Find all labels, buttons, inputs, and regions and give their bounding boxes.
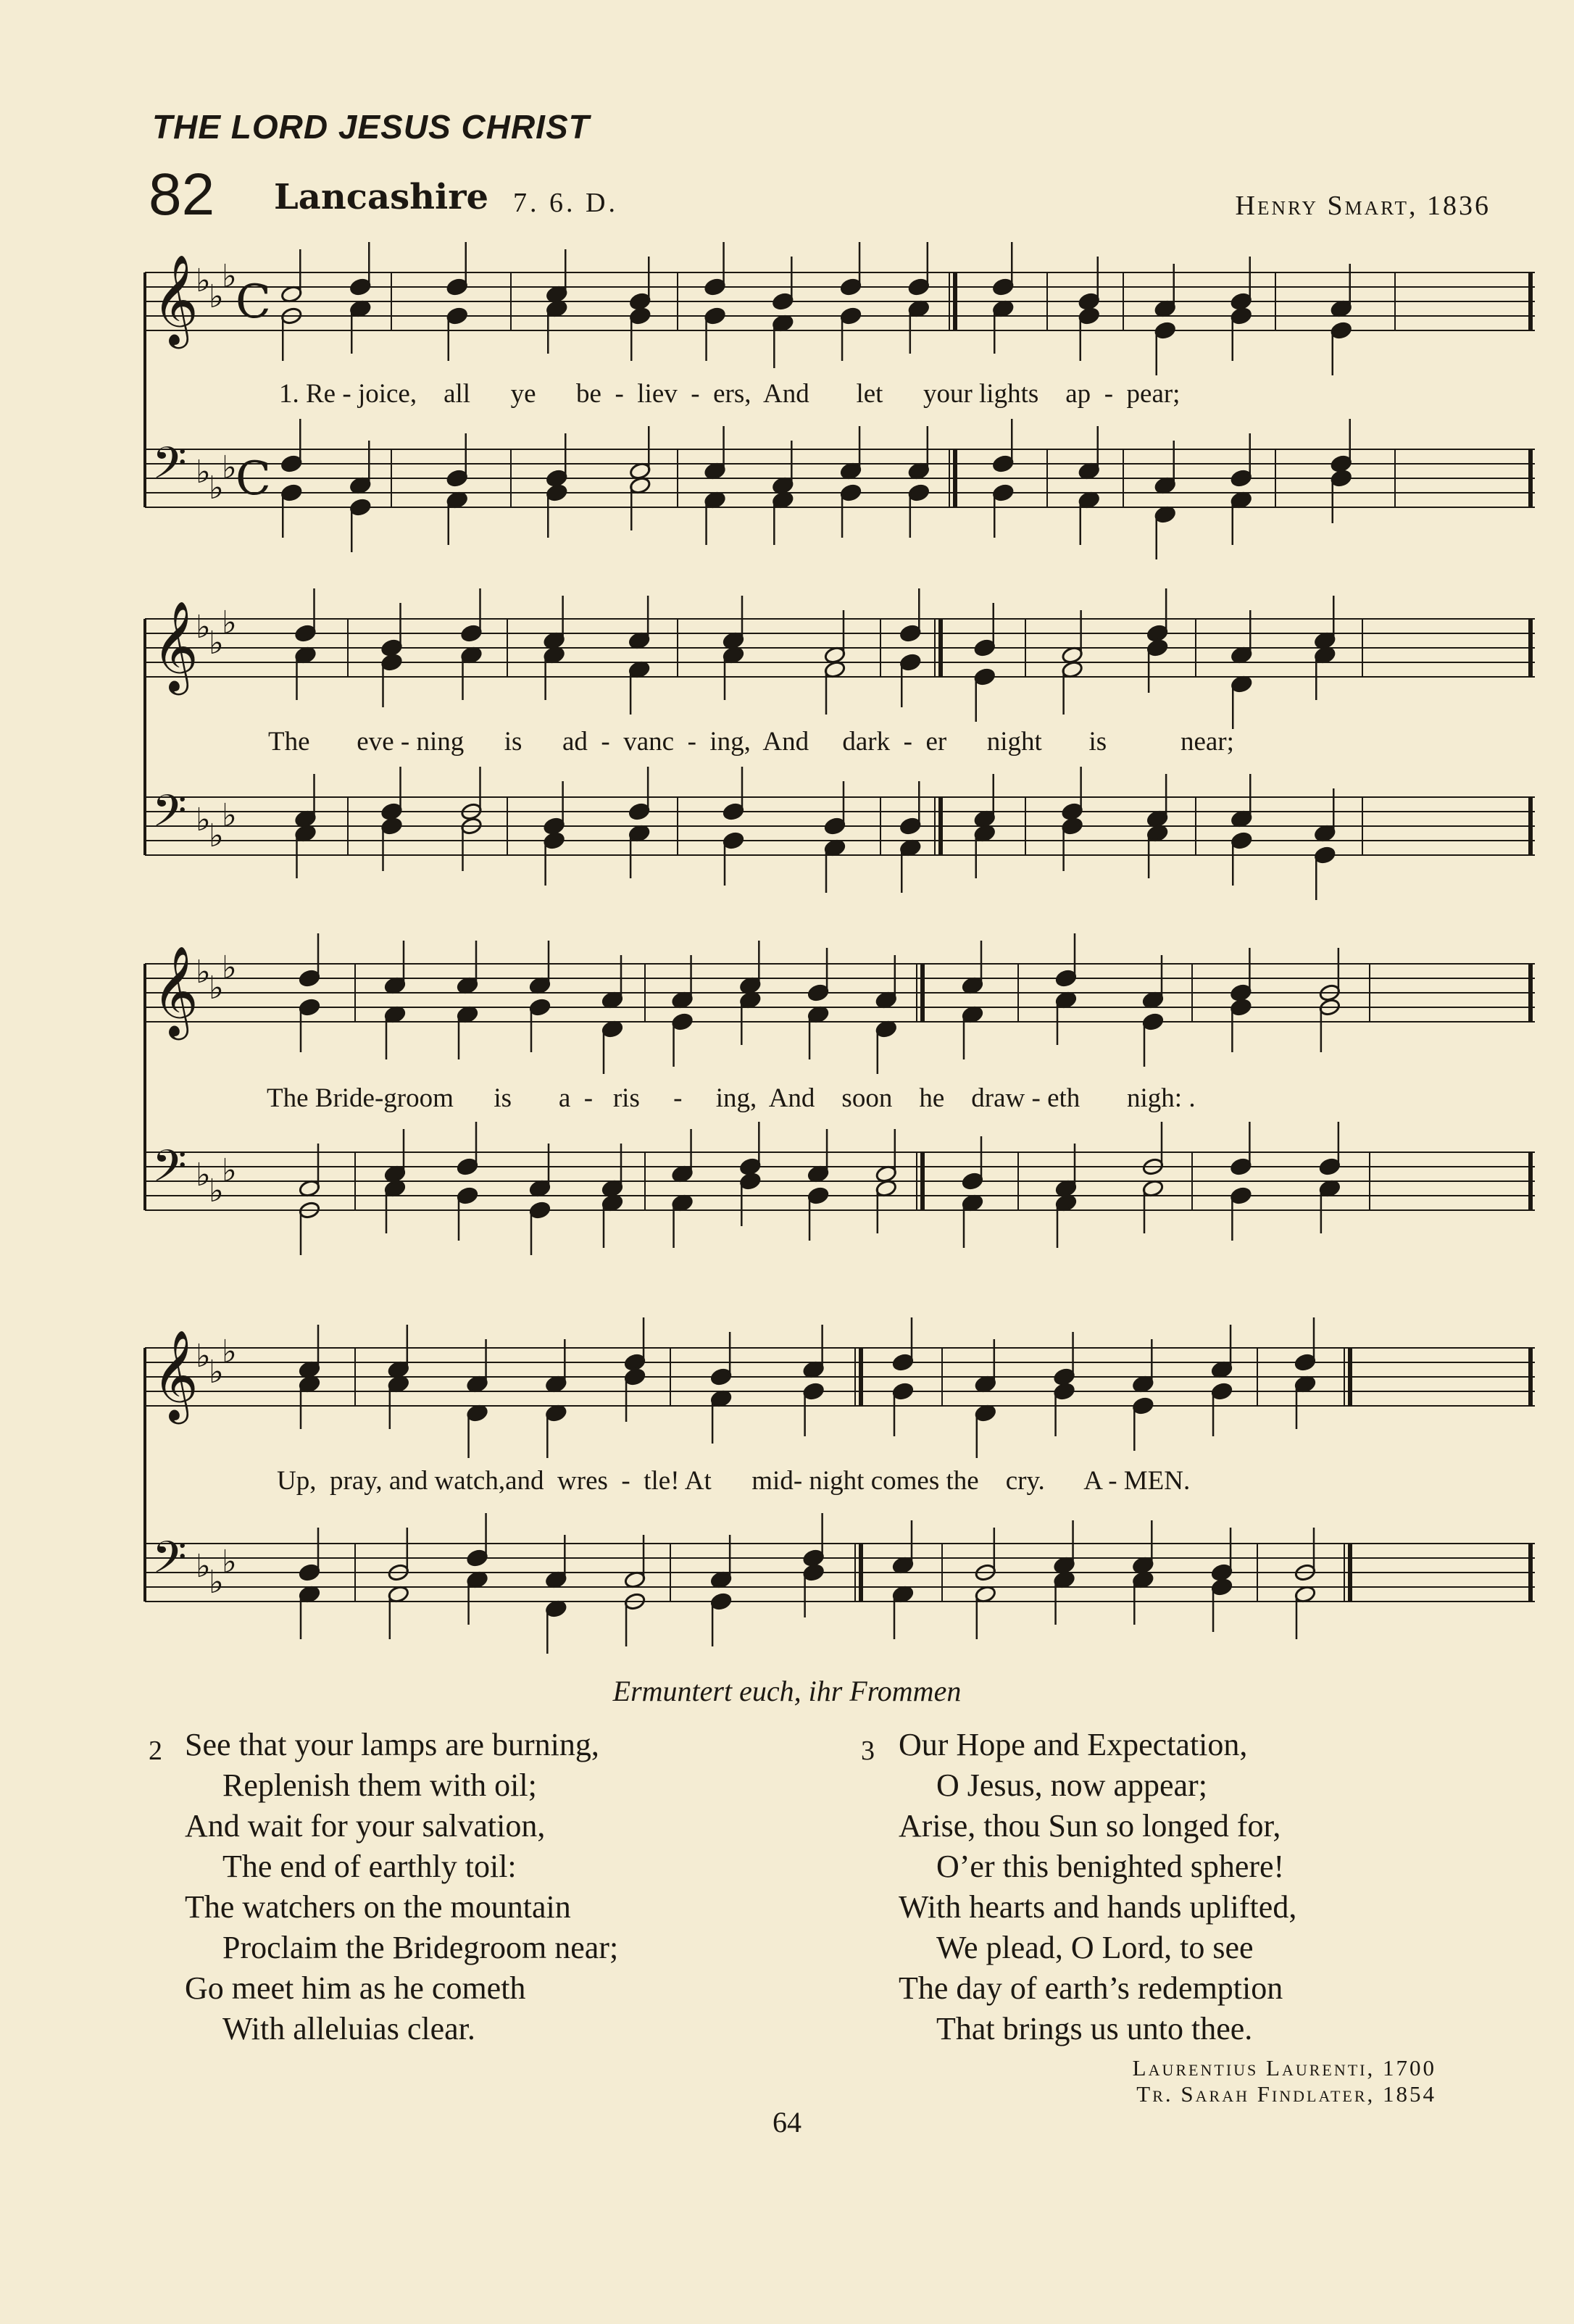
lyric-syllable: ing,: [715, 1083, 757, 1113]
lyric-syllable: ing,: [709, 727, 751, 757]
lyric-syllable: watch,and: [434, 1466, 544, 1496]
lyric-syllable: -: [601, 727, 610, 757]
stanza-3: [899, 1725, 1296, 2049]
lyric-syllable: night comes the: [809, 1466, 979, 1496]
lyric-syllable: eth: [1047, 1083, 1080, 1113]
note-head: [299, 1563, 321, 1582]
note-head: [802, 1563, 825, 1582]
lyric-line-3: [267, 1083, 1196, 1114]
lyric-syllable: he: [919, 1083, 945, 1113]
flat-icon: ♭: [196, 1548, 211, 1585]
note-head: [280, 483, 303, 502]
note-head: [973, 667, 996, 686]
note-head: [908, 483, 930, 502]
note-head: [380, 653, 403, 672]
flat-icon: ♭: [222, 1544, 237, 1580]
note-head: [624, 1353, 646, 1372]
lyric-syllable: -: [621, 1466, 630, 1496]
note-head: [349, 278, 372, 296]
note-head: [992, 278, 1015, 296]
note-head: [546, 469, 568, 488]
treble-clef-icon: 𝄞: [152, 601, 199, 691]
lyric-syllable: 1. Re: [279, 379, 336, 409]
flat-icon: ♭: [222, 1333, 237, 1370]
lyric-line-2: [268, 726, 1234, 757]
note-head: [1053, 1382, 1075, 1401]
flat-icon: ♭: [209, 1564, 224, 1601]
lyric-syllable: -: [1104, 379, 1114, 409]
note-head: [446, 469, 468, 488]
lyric-syllable: mid-: [751, 1466, 803, 1496]
note-head: [1211, 1563, 1233, 1582]
lyric-syllable: .: [1188, 1083, 1196, 1113]
flat-icon: ♭: [222, 258, 237, 295]
stanza-line: And wait for your salvation,: [185, 1808, 546, 1844]
lyric-syllable: er: [925, 727, 947, 757]
note-head: [1146, 638, 1169, 657]
lyric-syllable: all: [444, 379, 471, 409]
lyric-syllable: night: [986, 727, 1042, 757]
lyric-syllable: -: [615, 379, 624, 409]
lyric-syllable: is: [504, 727, 522, 757]
lyric-syllable: Up,: [277, 1466, 317, 1496]
lyric-syllable: joice,: [357, 379, 417, 409]
note-head: [802, 1382, 825, 1401]
note-head: [380, 817, 403, 836]
note-head: [1231, 831, 1253, 850]
tune-name: Lancashire: [274, 177, 489, 217]
bass-clef-icon: 𝄢: [152, 438, 187, 500]
tune-origin: Ermuntert euch, ihr Frommen: [612, 1675, 962, 1707]
stanza-line: O Jesus, now appear;: [936, 1767, 1207, 1803]
flat-icon: ♭: [209, 278, 224, 315]
note-head: [962, 1172, 984, 1191]
lyric-syllable: a: [558, 1083, 571, 1113]
note-head: [908, 278, 930, 296]
bass-clef-icon: 𝄢: [152, 1532, 187, 1594]
lyric-syllable: draw: [971, 1083, 1025, 1113]
flat-icon: ♭: [196, 1338, 211, 1375]
lyric-syllable: dark: [842, 727, 891, 757]
flat-icon: ♭: [196, 1157, 211, 1194]
lyric-syllable: let: [856, 379, 883, 409]
note-head: [840, 307, 862, 325]
note-head: [1146, 624, 1169, 643]
note-head: [457, 1157, 479, 1176]
stanza-line: We plead, O Lord, to see: [936, 1930, 1254, 1965]
lyric-syllable: vanc: [623, 727, 675, 757]
note-head: [710, 1592, 733, 1611]
note-head: [543, 831, 565, 850]
note-head: [349, 498, 372, 517]
note-head: [802, 1549, 825, 1567]
flat-icon: ♭: [222, 797, 237, 834]
note-head: [1078, 292, 1100, 311]
page-number: 64: [773, 2106, 801, 2138]
note-head: [1230, 1186, 1252, 1205]
note-head: [299, 969, 321, 988]
note-head: [299, 998, 321, 1017]
note-head: [739, 1157, 762, 1176]
flat-icon: ♭: [196, 801, 211, 838]
author-credit: Laurentius Laurenti, 1700: [1132, 2055, 1436, 2081]
note-head: [1211, 1578, 1233, 1596]
lyric-syllable: wres: [557, 1466, 608, 1496]
note-head: [628, 802, 651, 821]
note-head: [543, 817, 565, 836]
lyric-syllable: ye: [510, 379, 536, 409]
stanza-line: Our Hope and Expectation,: [899, 1727, 1248, 1762]
lyric-syllable: ning: [416, 727, 465, 757]
flat-icon: ♭: [209, 625, 224, 662]
note-head: [1230, 469, 1252, 488]
flat-icon: ♭: [209, 470, 224, 507]
flat-icon: ♭: [196, 454, 211, 491]
note-head: [1142, 1012, 1165, 1031]
flat-icon: ♭: [222, 604, 237, 641]
stanza-line: Go meet him as he cometh: [185, 1970, 526, 2006]
note-head: [1078, 307, 1100, 325]
note-head: [1230, 1157, 1252, 1176]
note-head: [899, 624, 922, 643]
note-head: [280, 454, 303, 473]
note-head: [772, 292, 794, 311]
note-head: [1330, 321, 1352, 340]
note-head: [723, 802, 745, 821]
stanza-line: The watchers on the mountain: [185, 1889, 571, 1925]
note-head: [294, 624, 317, 643]
bass-clef-icon: 𝄢: [152, 786, 187, 848]
note-head: [1230, 983, 1252, 1002]
composer-credit: Henry Smart, 1836: [1235, 191, 1491, 221]
flat-icon: ♭: [209, 817, 224, 854]
note-head: [1230, 998, 1252, 1017]
note-head: [824, 817, 846, 836]
lyric-syllable: is: [494, 1083, 512, 1113]
note-head: [704, 307, 726, 325]
note-head: [1230, 292, 1252, 311]
note-head: [671, 1012, 694, 1031]
note-head: [892, 1382, 915, 1401]
flat-icon: ♭: [209, 970, 224, 1007]
note-head: [1061, 802, 1083, 821]
lyric-syllable: The: [267, 1083, 309, 1113]
lyric-syllable: A: [1083, 1466, 1102, 1496]
lyric-syllable: soon: [841, 1083, 893, 1113]
note-head: [457, 1186, 479, 1205]
lyric-syllable: Bride-groom: [315, 1083, 454, 1113]
lyric-syllable: eve: [357, 727, 394, 757]
stanza-line: O’er this benighted sphere!: [936, 1849, 1285, 1884]
lyric-syllable: near;: [1180, 727, 1234, 757]
treble-clef-icon: 𝄞: [152, 254, 199, 345]
lyric-syllable: - MEN.: [1108, 1466, 1191, 1496]
note-head: [992, 454, 1015, 473]
note-head: [1154, 321, 1176, 340]
flat-icon: ♭: [196, 609, 211, 646]
treble-clef-icon: 𝄞: [152, 946, 199, 1036]
note-head: [1053, 1367, 1075, 1386]
flat-icon: ♭: [209, 1173, 224, 1209]
note-head: [466, 1549, 488, 1567]
lyric-syllable: And: [768, 1083, 815, 1113]
lyric-syllable: -: [1031, 1083, 1041, 1113]
flat-icon: ♭: [222, 1152, 237, 1189]
stanza-line: With alleluias clear.: [222, 2011, 475, 2046]
lyric-syllable: ris: [612, 1083, 640, 1113]
note-head: [546, 483, 568, 502]
lyric-syllable: -: [342, 379, 351, 409]
note-head: [899, 817, 922, 836]
lyric-syllable: your lights: [923, 379, 1039, 409]
note-head: [1319, 1157, 1341, 1176]
common-time-icon: C: [236, 452, 271, 506]
lyric-syllable: -: [687, 727, 696, 757]
note-head: [529, 998, 551, 1017]
note-head: [1211, 1382, 1233, 1401]
stanza-number: 3: [861, 1736, 875, 1766]
note-head: [446, 278, 468, 296]
note-head: [629, 292, 651, 311]
lyric-syllable: be: [576, 379, 601, 409]
note-head: [739, 1172, 762, 1191]
lyric-line-4: [277, 1465, 1190, 1496]
note-head: [1132, 1396, 1154, 1415]
lyric-syllable: cry.: [1005, 1466, 1045, 1496]
note-head: [992, 483, 1015, 502]
stanza-line: The end of earthly toil:: [222, 1849, 517, 1884]
flat-icon: ♭: [196, 954, 211, 991]
flat-icon: ♭: [222, 949, 237, 986]
note-head: [624, 1367, 646, 1386]
note-head: [1061, 817, 1083, 836]
stanza-line: With hearts and hands uplifted,: [899, 1889, 1297, 1925]
lyric-syllable: The: [268, 727, 310, 757]
lyric-syllable: -: [903, 727, 912, 757]
note-head: [973, 638, 996, 657]
stanza-number: 2: [149, 1736, 162, 1766]
note-head: [807, 1186, 830, 1205]
note-head: [460, 624, 483, 643]
note-head: [1055, 969, 1078, 988]
lyric-syllable: ad: [562, 727, 588, 757]
note-head: [704, 278, 726, 296]
stanza-line: That brings us unto thee.: [936, 2011, 1253, 2046]
flat-icon: ♭: [209, 1354, 224, 1391]
common-time-icon: C: [236, 275, 271, 329]
note-head: [446, 307, 468, 325]
note-head: [899, 653, 922, 672]
lyric-syllable: -: [673, 1083, 683, 1113]
note-head: [529, 1201, 551, 1220]
lyric-syllable: And: [762, 727, 809, 757]
note-head: [1230, 307, 1252, 325]
stanza-line: The day of earth’s redemption: [899, 1970, 1283, 2006]
lyric-syllable: liev: [637, 379, 678, 409]
note-head: [380, 638, 403, 657]
lyric-syllable: -: [691, 379, 700, 409]
lyric-syllable: ap: [1065, 379, 1091, 409]
lyric-line-1: [279, 378, 1180, 409]
lyric-syllable: And: [762, 379, 809, 409]
lyric-syllable: At: [684, 1466, 712, 1496]
note-head: [840, 483, 862, 502]
note-head: [1330, 469, 1352, 488]
lyric-syllable: pear;: [1126, 379, 1180, 409]
note-head: [1330, 454, 1352, 473]
flat-icon: ♭: [196, 262, 211, 299]
translator-credit: Tr. Sarah Findlater, 1854: [1136, 2081, 1436, 2107]
note-head: [710, 1367, 733, 1386]
lyric-syllable: nigh:: [1127, 1083, 1183, 1113]
note-head: [1294, 1353, 1317, 1372]
treble-clef-icon: 𝄞: [152, 1330, 199, 1420]
note-head: [840, 278, 862, 296]
stanza-2: [185, 1725, 618, 2049]
stanza-line: Arise, thou Sun so longed for,: [899, 1808, 1281, 1844]
note-head: [629, 307, 651, 325]
section-title: THE LORD JESUS CHRIST: [152, 108, 590, 146]
meter: 7. 6. D.: [513, 188, 618, 218]
stanza-line: Replenish them with oil;: [222, 1767, 537, 1803]
stanza-line: Proclaim the Bridegroom near;: [222, 1930, 619, 1965]
note-head: [807, 983, 830, 1002]
lyric-syllable: -: [400, 727, 410, 757]
lyric-syllable: ers,: [713, 379, 751, 409]
hymn-number: 82: [149, 162, 215, 228]
note-head: [723, 831, 745, 850]
note-head: [380, 802, 403, 821]
lyric-syllable: -: [583, 1083, 594, 1113]
note-head: [892, 1353, 915, 1372]
lyric-syllable: is: [1088, 727, 1107, 757]
bass-clef-icon: 𝄢: [152, 1141, 187, 1203]
note-head: [1314, 846, 1336, 865]
lyric-syllable: tle!: [644, 1466, 680, 1496]
flat-icon: ♭: [222, 449, 237, 486]
stanza-line: See that your lamps are burning,: [185, 1727, 599, 1762]
lyric-syllable: pray, and: [329, 1466, 428, 1496]
